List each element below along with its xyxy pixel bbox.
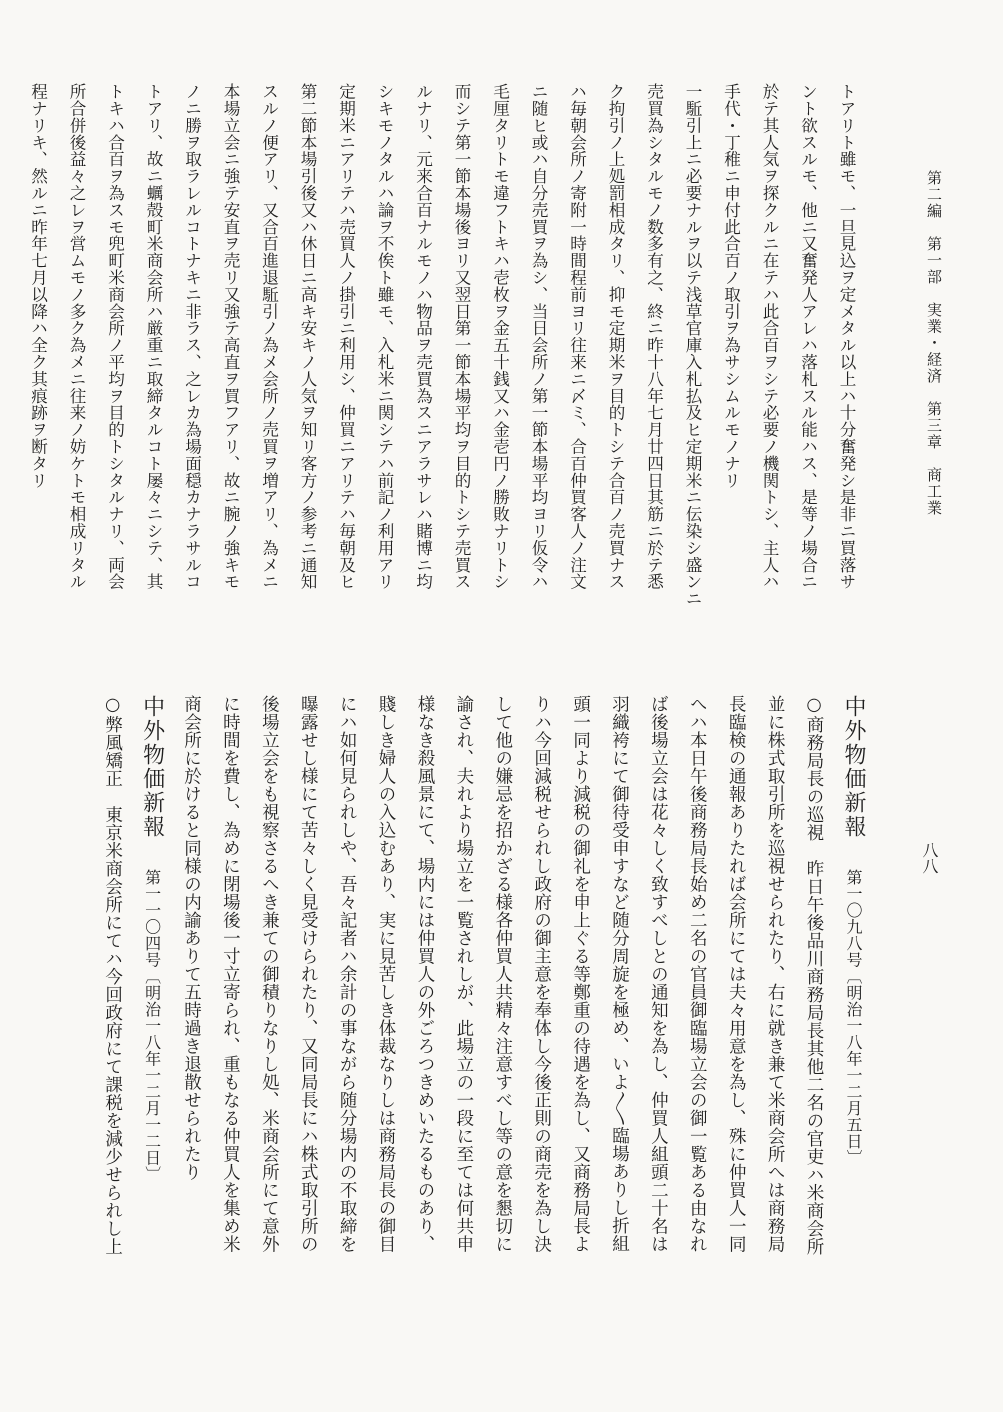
text-line: 一駈引上ニ必要ナルヲ以テ浅草官庫入札払及ヒ定期米ニ伝染シ盛ンニ — [683, 83, 702, 607]
article-line: 様なき殺風景にて、場内には仲買人の外ごろつきめいたるものあり、 — [414, 695, 435, 1253]
newspaper-title: 中外物価新報 — [139, 695, 165, 839]
article-line: へハ本日午後商務局長始め二名の官員御臨場立会の御一覧ある由なれ — [687, 695, 708, 1253]
text-line: トキハ合百ヲ為スモ兜町米商会所ノ平均ヲ目的トシタルナリ、両会 — [105, 83, 125, 590]
text-line: ノニ勝ヲ取ラレルコトナキニ非ラス、之レカ為場面穏カナラサルコ — [182, 83, 202, 590]
article-1-header — [833, 695, 873, 1335]
issue-number: 第一一〇四号〔明治一八年一二月一二日〕 — [142, 869, 162, 1183]
article-line: 諭され、夫れより場立を一覧されしが、此場立の一段に至ては何共申 — [453, 695, 474, 1253]
article-line: 後場立会をも視察さるへき兼ての御積りなりし処、米商会所にて意外 — [259, 695, 280, 1253]
text-line: 定期米ニアリテハ売買人ノ掛引ニ利用シ、仲買ニアリテハ毎朝及ヒ — [336, 83, 356, 590]
text-line: 本場立会ニ強テ安直ヲ売リ又強テ高直ヲ買フアリ、故ニ腕ノ強キモ — [221, 83, 240, 590]
article-line: ば後場立会は花々しく致すべしとの通知を為し、仲買人組頭二十名は — [648, 695, 669, 1253]
text-line: ルナリ、元来合百ナルモノハ物品ヲ売買為スニアラサレハ賭博ニ均 — [413, 83, 433, 590]
text-line: 毛厘タリトモ違フトキハ壱枚ヲ金五十銭又ハ金壱円ノ勝敗ナリトシ — [490, 83, 510, 590]
running-header: 第二編 第一部 実業・経済 第三章 商工業 — [925, 170, 943, 517]
article-line: 賤しき婦人の入込むあり、実に見苦しき体裁なりしは商務局長の御目 — [376, 695, 397, 1253]
article-line: 長臨検の通報ありたれば会所にては夫々用意を為し、殊に仲買人一同 — [726, 695, 747, 1253]
text-line: 第二節本場引後又ハ休日ニ高キ安キノ人気ヲ知リ客方ノ参考ニ通知 — [298, 83, 317, 590]
article-line: ○商務局長の巡視 昨日午後品川商務局長其他二名の官吏ハ米商会所 — [804, 695, 824, 1256]
article-line: 羽織袴にて御待受申すなど随分周旋を極め、いよ〳〵臨場ありし折組 — [609, 695, 630, 1253]
article-line: 商会所に於けると同様の内諭ありて五時過き退散せられたり — [181, 695, 202, 1181]
issue-number: 第一〇九八号〔明治一八年一二月五日〕 — [844, 869, 863, 1166]
article-line: ○弊風矯正 東京米商会所にてハ今回政府にて課税を減少せられし上 — [102, 695, 123, 1256]
lower-articles-block — [93, 695, 873, 1335]
text-line: 程ナリキ、然ルニ昨年七月以降ハ全ク其痕跡ヲ断タリ — [28, 83, 48, 489]
upper-text-block — [18, 83, 865, 683]
article-line: して他の嫌忌を招かざる様各仲買人共精々注意すべし等の意を懇切に — [492, 695, 513, 1253]
text-line: 所合併後益々之レヲ営ムモノ多ク為メニ往来ノ妨ケトモ相成リタル — [67, 83, 86, 590]
text-line: 手代・丁稚ニ申付此合百ノ取引ヲ為サシムルモノナリ — [721, 83, 741, 489]
text-line: シキモノタルハ論ヲ不俟ト雖モ、入札米ニ関シテハ前記ノ利用アリ — [375, 83, 394, 590]
text-line: ント欲スルモ、他ニ又奮発人アレハ落札スル能ハス、是等ノ場合ニ — [798, 83, 818, 590]
article-line: りハ今回減税せられし政府の御主意を奉体し今後正則の商売を為し決 — [531, 695, 552, 1253]
text-line: ク拘引ノ上処罰相成タリ、抑モ定期米ヲ目的トシテ合百ノ売買ナス — [606, 83, 625, 590]
article-line: 並に株式取引所を巡視せられたり、右に就き兼て米商会所へは商務局 — [765, 695, 786, 1253]
text-line: ニ随ヒ或ハ自分売買ヲ為シ、当日会所ノ第一節本場平均ヨリ仮令ハ — [529, 83, 548, 590]
text-line: トアリ、故ニ蠣殻町米商会所ハ厳重ニ取締タルコト屡々ニシテ、其 — [144, 83, 163, 590]
article-line: に時間を費し、為めに閉場後一寸立寄られ、重もなる仲買人を集め米 — [220, 695, 241, 1253]
article-line: 頭一同より減税の御礼を申上ぐる等鄭重の待遇を為し、又商務局長よ — [570, 695, 591, 1253]
page-number: 八八 — [920, 842, 939, 874]
text-line: 而シテ第一節本場後ヨリ又翌日第一節本場平均ヲ目的トシテ売買ス — [452, 83, 471, 590]
newspaper-title: 中外物価新報 — [841, 695, 866, 839]
article-line: 曝露せし様にて苦々しく見受けられたり、又同局長にハ株式取引所の — [298, 695, 319, 1253]
text-line: トアリト雖モ、一旦見込ヲ定メタル以上ハ十分奮発シ是非ニ買落サ — [837, 83, 856, 590]
text-line: スルノ便アリ、又合百進退駈引ノ為メ会所ノ売買ヲ増アリ、為メニ — [259, 83, 279, 590]
text-line: ハ毎朝会所ノ寄附一時間程前ヨリ往来ニ〆ミ、合百仲買客人ノ注文 — [567, 83, 587, 590]
article-2-header — [132, 695, 172, 1335]
text-line: 売買為シタルモノ数多有之、終ニ昨十八年七月廿四日其筋ニ於テ悉 — [644, 83, 664, 590]
article-line: にハ如何見られしや、吾々記者ハ余計の事ながら随分場内の不取締を — [337, 695, 358, 1253]
text-line: 於テ其人気ヲ探クルニ在テハ此合百ヲシテ必要ノ機関トシ、主人ハ — [760, 83, 779, 590]
